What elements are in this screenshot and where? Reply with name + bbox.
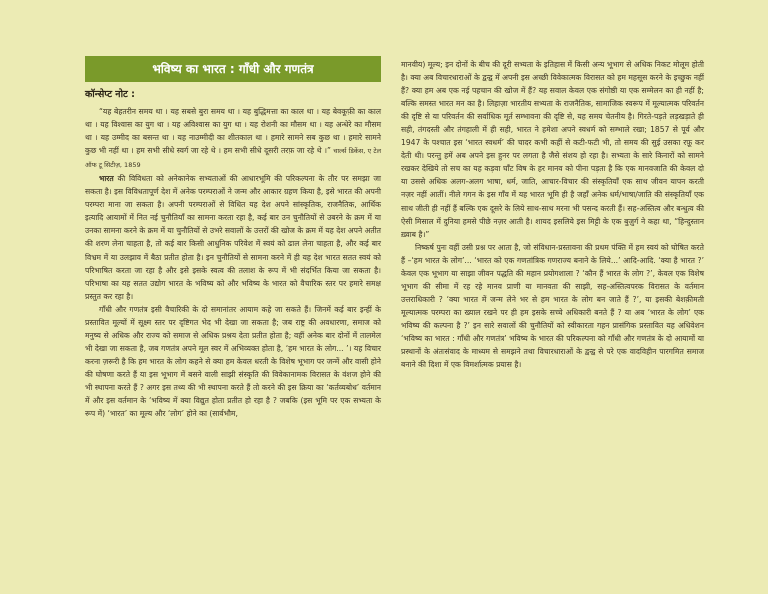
- quote-source: चार्ल्स डिकेंस, ए टेल ऑफ टू सिटीज़, 1859: [85, 147, 382, 170]
- page-title: भविष्य का भारत : गाँधी और गणतंत्र: [85, 56, 381, 82]
- right-column: [401, 0, 704, 594]
- left-paragraph-2: गाँधी और गणतंत्र इसी वैचारिकी के दो समानांतर आयाम कहे जा सकते हैं। जिनमें कई बार इन्हीं के प्रस्तावित मूल्यों में सूक्ष्म स्तर पर दृष्टिगत भेद भी देखा जा सकता है; जब राष्ट्र की अवधारणा, समाज को मनुष्य से अधिक और राज्य को समाज से अधिक प्रश्रय देता प्रतीत होता है; वहीं अनेक बार दोनों में तालमेल भी देखा जा सकता है, जब गणतंत्र अपने मूल स्वर में अभिव्यक्त होता है, ‘हम भारत के लोग... ’। यह विचार करना ज़रूरी है कि हम भारत के लोग कहने से क्या हम केवल धरती के विशेष भूभाग पर जन्में और वासी होने की घोषणा करते हैं या इस भूभाग में बसने वाली साझी संस्कृति की विवेकानामक विरासत के वंशज होने की भी स्थापना करते हैं ? अगर इस तथ्य की भी स्थापना करते हैं तो करने की इस क्रिया का ‘कर्तव्यबोध’ वर्तमान में और इस वर्तमान के ‘भविष्य में क्या विद्युत होता प्रतीत हो रहा है ? जबकि (इस भूमि पर एक सभ्यता के रूप में) ‘भारत’ का मूल्य और ‘लोग’ होने का (सार्वभौम,: [85, 304, 381, 419]
- left-paragraph-1-text: की विविधता को अनेकानेक सभ्यताओं की आधारभूमि की परिकल्पना के तौर पर समझा जा सकता है। इस विविधतापूर्ण देश में अनेक परम्पराओं ने जन्म और आकार ग्रहण किया है, इसे भारत की अपनी परम्परा माना जा सकता है। अपनी परम्पराओं से विधित यह देश अपने सांस्कृतिक, राजनैतिक, आर्थिक इत्यादि आयामों में नित नई चुनौतियाँ का सामना करता रहा है, कई बार उन चुनौतियों से उबरने के क्रम में या उनका सामना करने के क्रम में या चुनौतियों से उभरे सवालों के उत्तरों की खोज के क्रम में यह देश अपने अतीत की शरण लेना चाहता है, तो कई बार किसी आधुनिक परिवेश में स्वयं को ढाल लेना चाहता है, और कई बार विभ्रम में या उलझाव में बैठा प्रतीत होता है। इन चुनौतियों से सामना करने में ही यह देश भारत सतत स्वयं को परिभाषित करता जा रहा है और इसे इसके स्वत्व की तलाश के रूप में भी संदर्भित किया जा सकता है। परिभाषा का यह सतत उद्योग भारत के भविष्य को और भविष्य के भारत को वैचारिक स्तर पर हमारे समक्ष प्रस्तुत कर रहा है।: [85, 174, 381, 301]
- concept-note-label: कॉन्सेप्ट नोट :: [85, 89, 135, 100]
- quote-text: “यह बेहतरीन समय था । यह सबसे बुरा समय था । यह बुद्धिमत्ता का काल था । यह बेवकूफ़ी का काल था । यह विश्वास का युग था । यह अविश्वास का युग था । यह रोशनी का मौसम था । यह अन्धेरे का मौसम था । यह उम्मीद का बसन्त था । यह नाउम्मीदी का शीतकाल था । हमारे सामने सब कुछ था । हमारे सामने कुछ भी नहीं था । हम सभी सीधे स्वर्ग जा रहे थे । हम सभी सीधे दूसरी तरफ़ जा रहे थे ।”: [85, 107, 381, 156]
- left-column: [85, 0, 381, 594]
- right-paragraph-2: निष्कर्ष पुनः वहीं उसी प्रश्न पर आता है, जो संविधान-प्रस्तावना की प्रथम पंक्ति में हम स्वयं को घोषित करते हैं –‘हम भारत के लोग’... ‘भारत को एक गणतांत्रिक गणराज्य बनाने के लिये...’ आदि-आदि. ‘क्या है भारत ?’ केवल एक भूभाग या साझा जीवन पद्धति की महान प्रयोगशाला ? ‘कौन हैं भारत के लोग ?’, केवल एक विशेष भूभाग की सीमा में रह रहे मानव प्राणी या मानवता की साझी, सह-अस्तित्वपरक विरासत के वर्तमान उत्तराधिकारी ? ‘क्या भारत में जन्म लेने भर से हम भारत के लोग बन जाते हैं ?’, या इसकी बेशक़ीमती मूल्यात्मक परम्परा का ख्याल रखने पर ही हम इसके सच्चे अधिकारी बनते हैं ? या अब ‘भारत के लोग’ एक भविष्य की कल्पना है ?’ इन सारे सवालों की चुनौतियों को स्वीकारता गहन प्रासंगिक प्रस्तावित यह अधिवेशन ‘भविष्य का भारत : गाँधी और गणतंत्र’ भविष्य के भारत की परिकल्पना को गाँधी और गणतंत्र के दो आयामों या प्रस्थानों के अंतःसंवाद के माध्यम से समझने तथा विचारधाराओं के द्वन्द्व से परे एक वादविहीन पारगमित समाज बनाने की दिशा में एक विमर्शात्मक प्रयास है।: [401, 242, 704, 370]
- paragraph-lead-word: भारत: [99, 174, 114, 184]
- left-paragraph-1: [85, 172, 381, 302]
- quote-paragraph: [85, 105, 381, 172]
- right-paragraph-1: मानवीय) मूल्य; इन दोनों के बीच की दूरी सभ्यता के इतिहास में किसी अन्य भूभाग से अधिक निकट मोलूम होती है। क्या अब विचारधाराओं के द्वन्द्व में अपनी इस अच्छी विवेकात्मक विरासत को हम महसूस करने के इच्छुक नहीं हैं? क्या हम अब एक नई पहचान की खोज में हैं? यह सवाल केवल एक संगोष्ठी या एक सम्मेलन का ही नहीं है; बल्कि समस्त भारत मन का है। लिहाज़ा भारतीय सभ्यता के राजनैतिक, सामाजिक स्वरूप में मूल्यात्मक परिवर्तन की दृष्टि से या परिवर्तन की सर्वाधिक मूर्त सम्भावना की दृष्टि से, यह समय चेतनीय है। गिरते-पड़ते लड़खड़ाते ही सही, तंगदस्ती और तंगहाली में ही सही, भारत ने हमेशा अपने स्वधर्म को सम्भाले रखा; 1857 से पूर्व और 1947 के पश्चात इस ‘भारत स्वधर्म’ की चादर कभी कहीं से कटी-फटी भी, तो समय की सुई उसका रफ़ू कर देती थी। परन्तु हमें अब अपने इस हुनर पर लगता है जैसे संशय हो रहा है। सभ्यता के सारे किनारों को सामने रखकर देखिये तो सच का यह कड़वा घाँट विष के हर मानव को पीना पड़ता है कि एक मानवजाति की केवल दो या उससे अधिक अलग-अलग भाषा, धर्म, जाति, आचार-विचार की संस्कृतियाँ एक साथ जीवन यापन करती नज़र नहीं आतीं। नीले गगन के इस गाँव में यह भारत भूमि ही है जहाँ अनेक धर्म/भाषा/जाति की संस्कृतियाँ एक साथ जीती ही नहीं हैं बल्कि एक दूसरे के लिये साथ-साथ मरना भी पसन्द करती हैं। सह-अस्तित्व और बन्धुत्व की ऐसी मिसाल में दुनिया हमसे पीछे नज़र आती है। शायद इसलिये इस मिट्टी के एक बुज़ुर्ग ने कहा था, “हिन्दुस्तान ख़्वाब है।”: [401, 60, 704, 239]
